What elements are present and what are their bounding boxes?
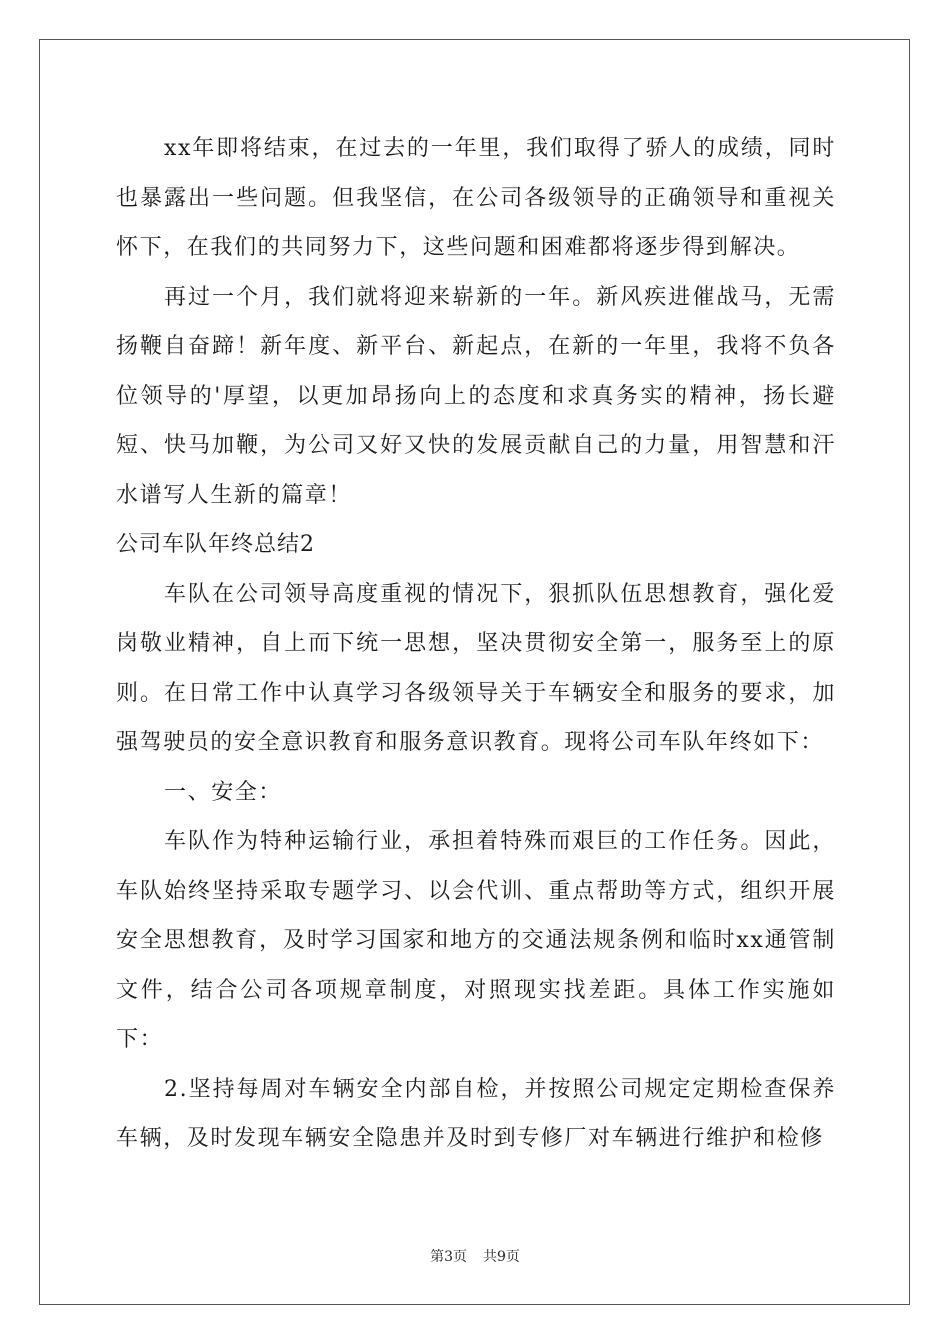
document-body (116, 124, 836, 1164)
page-total: 共9页 (483, 1249, 520, 1265)
paragraph-3: 车队在公司领导高度重视的情况下，狠抓队伍思想教育，强化爱岗敬业精神，自上而下统一思想，坚决贯彻安全第一，服务至上的原则。在日常工作中认真学习各级领导关于车辆安全和服务的要求，加强驾驶员的安全意识教育和服务意识教育。现将公司车队年终如下： (116, 581, 836, 755)
section-heading: 公司车队年终总结2 (116, 532, 315, 557)
paragraph-2: 再过一个月，我们就将迎来崭新的一年。新风疾进催战马，无需扬鞭自奋蹄！新年度、新平台、新起点，在新的一年里，我将不负各位领导的'厚望，以更加昂扬向上的态度和求真务实的精神，扬长避短、快马加鞭，为公司又好又快的发展贡献自己的力量，用智慧和汗水谱写人生新的篇章！ (116, 284, 836, 508)
paragraph-5: 2.坚持每周对车辆安全内部自检，并按照公司规定定期检查保养车辆，及时发现车辆安全隐患并及时到专修厂对车辆进行维护和检修 (116, 1076, 836, 1151)
page-number: 第3页 (430, 1249, 467, 1265)
paragraph-4: 车队作为特种运输行业，承担着特殊而艰巨的工作任务。因此，车队始终坚持采取专题学习、以会代训、重点帮助等方式，组织开展安全思想教育，及时学习国家和地方的交通法规条例和临时xx通管制文件，结合公司各项规章制度，对照现实找差距。具体工作实施如下： (116, 829, 836, 1052)
subheading-safety: 一、安全： (164, 779, 283, 805)
page-footer (0, 1246, 950, 1266)
paragraph-1: xx年即将结束，在过去的一年里，我们取得了骄人的成绩，同时也暴露出一些问题。但我坚信，在公司各级领导的正确领导和重视关怀下，在我们的共同努力下，这些问题和困难都将逐步得到解决。 (116, 136, 836, 260)
